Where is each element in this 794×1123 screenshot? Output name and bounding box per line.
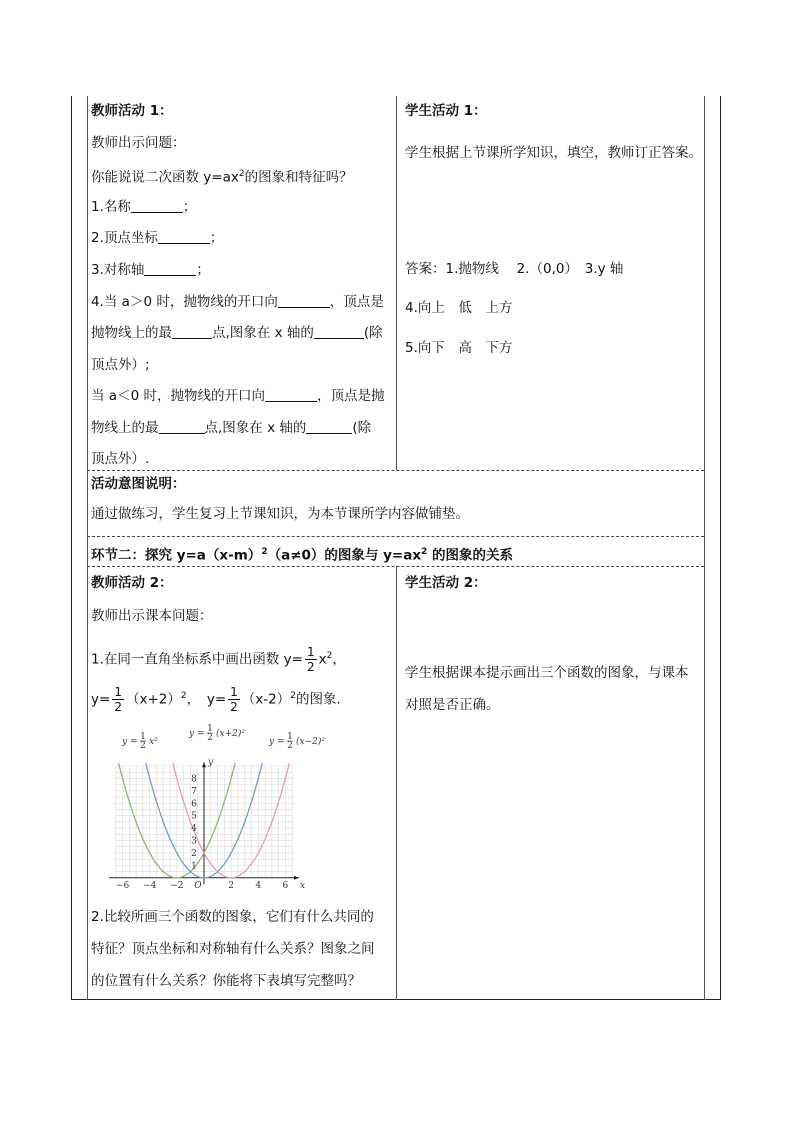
column-divider-2 <box>396 566 397 1000</box>
y-tick-label: 2 <box>191 848 197 859</box>
y-tick-label: 1 <box>191 861 197 872</box>
teacher1-line9 <box>91 381 384 412</box>
fraction-half <box>228 685 240 714</box>
t1-l4a: 2.顶点坐标 <box>91 230 158 246</box>
x-tick-label: −2 <box>170 880 184 891</box>
series-label-frac-den: 2 <box>140 741 146 751</box>
teacher2-line2 <box>91 636 346 680</box>
s2-a: 环节二：探究 y=a（x-m） <box>91 547 262 564</box>
series-label-tail: (x−2)² <box>296 737 325 747</box>
teacher1-line1: 教师出示问题： <box>91 135 186 151</box>
y-tick-label: 3 <box>191 836 197 847</box>
student2-line2: 对照是否正确。 <box>405 697 500 713</box>
t2-l3e: 的图象. <box>295 691 341 708</box>
series-label-frac-num: 1 <box>287 732 293 742</box>
teacher1-line7 <box>91 318 383 349</box>
y-axis-label: y <box>208 757 214 768</box>
teacher2-line3 <box>91 676 341 720</box>
teacher1-line8: 顶点外）; <box>91 357 150 373</box>
blank <box>306 419 352 434</box>
teacher2-line1: 教师出示课本问题： <box>91 608 213 624</box>
t2-l2b: x <box>318 651 327 668</box>
t1-l2b: 的图象和特征吗？ <box>244 169 353 186</box>
teacher1-title: 教师活动 1： <box>91 103 173 119</box>
student2-line1: 学生根据课本提示画出三个函数的图象，与课本 <box>405 665 689 681</box>
blank <box>278 293 330 308</box>
y-tick-label: 5 <box>191 811 197 822</box>
x-tick-label: 2 <box>228 880 235 891</box>
teacher1-line11: 顶点外）. <box>91 451 150 467</box>
series-label-frac-num: 1 <box>140 732 146 742</box>
t1-l6b: ，顶点是 <box>329 294 384 310</box>
teacher2-title: 教师活动 2： <box>91 575 173 591</box>
blank <box>158 229 210 244</box>
series-label-frac-num: 1 <box>207 724 213 734</box>
s2-sup2: 2 <box>421 547 428 557</box>
t1-l2-sup: 2 <box>238 169 245 179</box>
frac-den: 2 <box>114 700 122 714</box>
y-tick-label: 8 <box>191 774 197 785</box>
t1-l9b: ，顶点是抛 <box>316 388 385 404</box>
fraction-half <box>305 645 317 674</box>
t2-l3b: （x+2） <box>125 691 181 708</box>
series-label-tail: (x+2)² <box>216 729 245 739</box>
teacher1-line6 <box>91 287 384 318</box>
teacher1-line10 <box>91 413 371 444</box>
parabola-chart <box>104 724 325 896</box>
blank <box>314 324 364 339</box>
series-label-frac-den: 2 <box>287 741 293 751</box>
x-tick-label: −6 <box>115 880 130 891</box>
fraction-half <box>112 685 124 714</box>
student1-line1: 学生根据上节课所学知识，填空，教师订正答案。 <box>405 145 702 161</box>
column-divider-1 <box>396 96 397 470</box>
t1-l10c: (除 <box>352 420 372 436</box>
y-tick-label: 6 <box>191 799 197 810</box>
teacher1-line2 <box>91 159 353 194</box>
x-axis-label: x <box>300 880 306 891</box>
t1-l5b: ； <box>196 262 210 278</box>
lesson-table <box>71 96 721 1000</box>
t1-l7c: (除 <box>363 325 383 341</box>
blank <box>131 198 183 213</box>
t1-l3b: ； <box>182 199 197 215</box>
series-label: y = <box>269 737 285 747</box>
frac-num: 1 <box>114 685 122 699</box>
t1-l7b: 点,图象在 x 轴的 <box>212 325 314 341</box>
x-tick-label: −4 <box>143 880 157 891</box>
intent-title: 活动意图说明： <box>91 476 186 492</box>
student1-answer3: 5.向下 高 下方 <box>405 340 513 356</box>
blank <box>265 387 317 402</box>
intent-text: 通过做练习，学生复习上节课知识，为本节课所学内容做铺垫。 <box>91 506 469 522</box>
t2-l3a: y= <box>91 691 111 708</box>
t2-l2sup: 2 <box>326 651 333 661</box>
teacher1-line5 <box>91 255 210 286</box>
teacher2-q3: 的位置有什么关系？你能将下表填写完整吗？ <box>91 973 361 989</box>
frac-num: 1 <box>306 645 315 659</box>
frac-num: 1 <box>230 685 238 699</box>
y-tick-label: 4 <box>191 824 197 835</box>
t1-l6a: 4.当 a＞0 时，抛物线的开口向 <box>91 294 278 310</box>
student1-title: 学生活动 1： <box>405 103 487 119</box>
student1-answer2: 4.向上 低 上方 <box>405 300 513 316</box>
blank <box>159 419 205 434</box>
s2-b: （a≠0）的图象与 y=ax <box>267 547 422 564</box>
x-axis-arrow <box>294 876 299 880</box>
blank <box>172 324 212 339</box>
left-inner-line <box>87 96 88 1000</box>
t1-l3a: 1.名称 <box>91 199 131 215</box>
t1-l10b: 点,图象在 x 轴的 <box>204 420 307 436</box>
teacher1-line4 <box>91 223 223 254</box>
t1-l7a: 抛物线上的最 <box>91 325 172 341</box>
t2-l3c: ， y= <box>186 691 227 708</box>
t2-l3sup2: 2 <box>290 691 296 701</box>
t2-l2a: 1.在同一直角坐标系中画出函数 y= <box>91 651 303 668</box>
t1-l5a: 3.对称轴 <box>91 262 145 278</box>
s2-c: 的图象的关系 <box>427 547 513 564</box>
y-tick-label: 7 <box>191 786 197 797</box>
series-label: y = <box>189 729 205 739</box>
t2-l3sup: 2 <box>180 691 187 701</box>
t1-l4b: ； <box>209 230 224 246</box>
frac-den: 2 <box>306 660 315 674</box>
series-label-frac-den: 2 <box>207 733 213 743</box>
series-label-tail: x² <box>149 737 158 747</box>
section2-heading <box>91 537 513 572</box>
series-label: y = <box>122 737 138 747</box>
teacher2-q1: 2.比较所画三个函数的图象，它们有什么共同的 <box>91 909 374 925</box>
student1-answer1: 答案：1.抛物线 2.（0,0） 3.y 轴 <box>405 261 624 277</box>
s2-sup: 2 <box>261 547 268 557</box>
student2-title: 学生活动 2： <box>405 575 487 591</box>
t1-l2: 你能说说二次函数 y=ax <box>91 169 239 186</box>
blank <box>144 261 196 276</box>
right-margin-line <box>704 96 705 1000</box>
t2-l2c: ， <box>332 651 346 668</box>
y-axis-arrow <box>202 762 206 767</box>
teacher2-q2: 特征？顶点坐标和对称轴有什么关系？图象之间 <box>91 941 375 957</box>
x-tick-label: 4 <box>255 880 262 891</box>
t1-l10a: 物线上的最 <box>91 420 159 436</box>
t2-l3d: （x-2） <box>241 691 291 708</box>
x-tick-label: 6 <box>282 880 289 891</box>
teacher1-line3 <box>91 192 196 223</box>
frac-den: 2 <box>230 700 238 714</box>
x-tick-label: O <box>194 880 202 891</box>
t1-l9a: 当 a＜0 时，抛物线的开口向 <box>91 388 265 404</box>
